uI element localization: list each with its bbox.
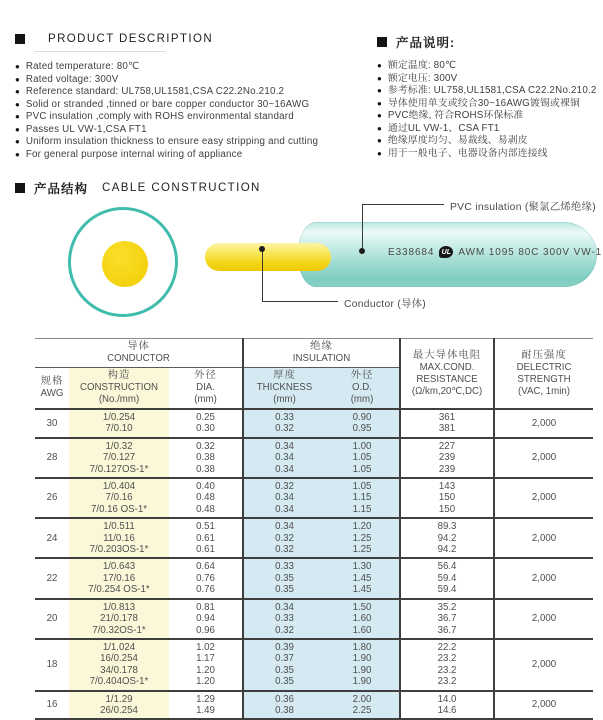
bullet-dot-icon: ● [15, 62, 20, 71]
cell-construction-value: 1/0.254 [102, 412, 136, 423]
cell-thickness [243, 478, 325, 518]
cell-dia [169, 518, 243, 558]
cell-thickness [243, 691, 325, 720]
cell-construction-value: 7/0.10 [105, 423, 133, 435]
cell-awg-value: 26 [46, 492, 58, 504]
cell-resistance [400, 409, 494, 438]
bullet-item [377, 73, 603, 86]
cell-resistance-value: 150 [438, 503, 456, 515]
cell-resistance [400, 518, 494, 558]
bullet-dot-icon: ● [377, 123, 382, 133]
cell-dia-value: 0.76 [196, 584, 215, 596]
cell-od-value: 1.60 [352, 624, 372, 636]
cell-construction-value: 7/0.203OS-1* [89, 544, 149, 556]
cell-construction-value: 7/0.32OS-1* [92, 624, 146, 636]
cell-construction-value: 1/1.29 [105, 693, 133, 705]
column-header-construction: 构造 CONSTRUCTION (No./mm) [69, 368, 169, 410]
cell-thickness-value: 0.35 [275, 676, 294, 688]
cell-od [325, 478, 400, 518]
bullet-text: 参考标准: UL758,UL1581,CSA C22.2No.210.2 [387, 85, 597, 96]
cell-strength-value: 2,000 [531, 699, 557, 711]
conductor-label: Conductor (导体) [344, 299, 427, 310]
group-header-conductor: 导体 CONDUCTOR [35, 339, 243, 368]
cell-od-value: 1.25 [352, 532, 372, 544]
product-description-cn-list [377, 60, 603, 160]
cell-thickness-value: 0.36 [275, 693, 294, 705]
cell-od-value: 1.05 [352, 463, 372, 475]
cell-od-value: 0.95 [352, 423, 372, 435]
conductor-leader-line-horizontal [262, 301, 338, 302]
cell-strength [494, 599, 593, 639]
bullet-item [377, 110, 603, 123]
cell-construction-value: 16/0.254 [100, 653, 138, 665]
cell-construction [69, 691, 169, 720]
cable-cross-section [68, 207, 178, 317]
cell-awg [35, 478, 69, 518]
table-row [35, 599, 593, 639]
cell-thickness-value: 0.32 [275, 624, 294, 636]
cell-resistance-value: 14.0 [437, 693, 457, 705]
bullet-item [377, 85, 603, 98]
cell-dia-value: 0.61 [196, 532, 215, 544]
cell-resistance-value: 23.2 [437, 664, 457, 676]
cable-diagram [0, 196, 603, 336]
bullet-text: 额定温度: 80℃ [387, 60, 457, 71]
cell-dia-value: 0.30 [196, 423, 215, 435]
cell-dia-value: 1.20 [196, 676, 215, 688]
product-description-cn-section [377, 33, 603, 160]
cell-thickness-value: 0.38 [275, 704, 294, 716]
cell-dia-value: 0.94 [196, 613, 215, 625]
bullet-text: Rated voltage: 300V [25, 73, 119, 85]
cell-resistance-value: 36.7 [437, 624, 457, 636]
ul-logo-icon: UL [439, 246, 453, 258]
cell-construction-value: 1/0.813 [102, 601, 136, 613]
cell-construction-value: 11/0.16 [103, 532, 135, 544]
spec-table [35, 338, 593, 720]
cell-resistance-value: 35.2 [437, 601, 457, 613]
bullet-text: For general purpose internal wiring of appliance [25, 148, 243, 160]
cell-construction [69, 409, 169, 438]
cell-od-value: 1.60 [352, 613, 372, 625]
cell-od [325, 518, 400, 558]
square-bullet-icon [15, 34, 25, 44]
table-row [35, 438, 593, 478]
cell-thickness-value: 0.32 [275, 423, 294, 435]
cell-strength [494, 409, 593, 438]
cell-dia-value: 1.29 [196, 693, 215, 705]
bullet-text: 绝缘厚度均匀、易裁线、易剥皮 [387, 135, 528, 146]
cell-resistance-value: 239 [438, 452, 456, 464]
cell-thickness-value: 0.34 [275, 521, 294, 533]
pvc-leader-line-horizontal [362, 204, 444, 205]
cell-strength [494, 691, 593, 720]
cell-resistance-value: 14.6 [437, 704, 457, 716]
cell-thickness [243, 639, 325, 691]
cell-thickness [243, 518, 325, 558]
column-header-dia: 外径 DIA. (mm) [169, 368, 243, 410]
cell-awg-value: 16 [46, 699, 58, 711]
bullet-text: Reference standard: UL758,UL1581,CSA C22.2No.210.2 [25, 86, 285, 97]
bullet-dot-icon: ● [377, 111, 382, 120]
bullet-item [15, 149, 373, 162]
table-row [35, 478, 593, 518]
cell-od [325, 558, 400, 598]
cell-strength-value: 2,000 [531, 613, 557, 625]
cell-dia-value: 1.20 [196, 664, 215, 676]
bullet-text: PVC绝缘, 符合ROHS环保标准 [387, 110, 524, 121]
cable-construction-title-en: CABLE CONSTRUCTION [102, 182, 261, 194]
group-header-insulation: 绝缘 INSULATION [243, 339, 400, 368]
cell-thickness-value: 0.33 [275, 412, 294, 423]
cell-resistance-value: 94.2 [437, 532, 457, 544]
cell-resistance [400, 478, 494, 518]
spec-table-body [35, 409, 593, 719]
cell-od-value: 1.00 [352, 440, 372, 452]
table-group-header-row [35, 339, 593, 368]
cell-od-value: 1.05 [352, 452, 372, 464]
cell-strength-value: 2,000 [531, 492, 557, 504]
bullet-item [15, 111, 373, 124]
cable-construction-title [15, 179, 261, 197]
bullet-item [377, 148, 603, 161]
cell-od-value: 1.50 [352, 601, 372, 613]
cell-construction-value: 7/0.16 OS-1* [90, 503, 147, 515]
conductor-cross-section [102, 241, 148, 287]
cell-od-value: 1.05 [352, 481, 372, 493]
cell-dia-value: 1.17 [196, 653, 215, 665]
cell-thickness-value: 0.39 [275, 641, 294, 653]
cell-od-value: 1.45 [352, 584, 372, 596]
cell-thickness [243, 599, 325, 639]
bullet-item [15, 74, 373, 87]
cell-od-value: 1.25 [352, 544, 372, 556]
square-bullet-icon [15, 183, 25, 193]
title-underline [34, 51, 166, 52]
cell-dia [169, 691, 243, 720]
column-header-thickness: 厚度 THICKNESS (mm) [243, 368, 325, 410]
cell-resistance-value: 381 [438, 423, 456, 435]
cell-od [325, 639, 400, 691]
cell-resistance-value: 89.3 [437, 521, 457, 533]
bullet-text: 用于一般电子、电器设备内部连接线 [387, 147, 548, 159]
cell-resistance-value: 23.2 [437, 653, 457, 665]
bullet-text: Uniform insulation thickness to ensure easy stripping and cutting [25, 136, 319, 147]
cell-strength [494, 438, 593, 478]
cell-strength-value: 2,000 [531, 452, 557, 464]
cell-resistance-value: 59.4 [437, 584, 457, 596]
bullet-text: PVC insulation ,comply with ROHS environmental standard [25, 111, 294, 122]
cell-thickness-value: 0.34 [275, 463, 294, 475]
cell-construction [69, 478, 169, 518]
bullet-item [15, 124, 373, 137]
cell-awg [35, 639, 69, 691]
bullet-text: 导体使用单支或绞合30~16AWG镀锡或裸铜 [387, 97, 580, 109]
cell-dia-value: 0.51 [196, 521, 215, 533]
cell-resistance [400, 691, 494, 720]
cell-thickness [243, 558, 325, 598]
cell-od-value: 1.20 [352, 521, 372, 533]
product-description-title [15, 33, 373, 45]
cell-strength-value: 2,000 [531, 572, 557, 584]
bullet-dot-icon: ● [15, 87, 20, 96]
cell-awg-value: 24 [46, 532, 58, 544]
column-header-od: 外径 O.D. (mm) [325, 368, 400, 410]
cable-print-text [388, 246, 602, 258]
cell-strength-value: 2,000 [531, 659, 557, 671]
bullet-text: Rated temperature: 80℃ [25, 61, 140, 72]
cell-construction [69, 558, 169, 598]
cell-od-value: 0.90 [352, 412, 372, 423]
bullet-dot-icon: ● [15, 137, 20, 146]
cell-thickness-value: 0.35 [275, 584, 294, 596]
cell-dia [169, 639, 243, 691]
cell-dia-value: 0.25 [196, 412, 215, 423]
bullet-dot-icon: ● [377, 61, 382, 70]
cell-thickness-value: 0.34 [275, 601, 294, 613]
table-row [35, 518, 593, 558]
bullet-dot-icon: ● [377, 73, 382, 83]
cell-od-value: 1.15 [352, 492, 372, 504]
cell-strength [494, 518, 593, 558]
column-header-resistance: 最大导体电阻 MAX.COND. RESISTANCE (Ω/km,20℃,DC) [400, 339, 494, 410]
cell-thickness-value: 0.33 [275, 561, 294, 573]
cell-od-value: 1.80 [352, 641, 372, 653]
cell-dia-value: 0.48 [196, 492, 215, 504]
cell-thickness [243, 409, 325, 438]
table-row [35, 409, 593, 438]
cell-construction [69, 518, 169, 558]
cell-thickness-value: 0.32 [275, 532, 294, 544]
cell-awg-value: 18 [46, 659, 58, 671]
bullet-item [15, 86, 373, 99]
pvc-leader-line-vertical [362, 204, 363, 250]
cell-dia [169, 438, 243, 478]
cell-awg [35, 558, 69, 598]
product-description-cn-title-text: 产品说明: [396, 36, 456, 50]
pvc-insulation-label: PVC insulation (聚氯乙烯绝缘) [450, 202, 596, 213]
cell-awg-value: 22 [46, 572, 58, 584]
cell-awg [35, 438, 69, 478]
bullet-item [15, 136, 373, 149]
cell-dia [169, 558, 243, 598]
cell-od [325, 691, 400, 720]
cell-resistance-value: 150 [438, 492, 456, 504]
cell-od-value: 2.25 [352, 704, 372, 716]
bullet-item [15, 99, 373, 112]
bullet-dot-icon: ● [15, 124, 20, 134]
bullet-item [377, 135, 603, 148]
cell-dia-value: 0.32 [196, 440, 215, 452]
cell-resistance-value: 22.2 [437, 641, 457, 653]
cell-strength-value: 2,000 [531, 532, 557, 544]
square-bullet-icon [377, 37, 387, 47]
cell-od-value: 1.90 [352, 676, 372, 688]
cell-resistance-value: 94.2 [437, 544, 457, 556]
cell-awg [35, 599, 69, 639]
product-description-cn-title [377, 33, 603, 51]
cell-resistance-value: 36.7 [437, 613, 457, 625]
cell-od-value: 1.15 [352, 503, 372, 515]
cell-awg-value: 28 [46, 452, 58, 464]
cell-construction-value: 1/0.511 [103, 521, 135, 533]
conductor-rod [205, 243, 331, 271]
cell-strength [494, 558, 593, 598]
bullet-text: Passes UL VW-1,CSA FT1 [25, 123, 147, 135]
bullet-dot-icon: ● [15, 74, 20, 84]
cell-od [325, 409, 400, 438]
cell-construction-value: 34/0.178 [100, 664, 138, 676]
table-row [35, 691, 593, 720]
bullet-dot-icon: ● [15, 112, 20, 121]
cell-od [325, 599, 400, 639]
cell-resistance [400, 599, 494, 639]
cell-resistance-value: 23.2 [437, 676, 457, 688]
cell-construction-value: 1/0.32 [105, 440, 133, 452]
bullet-item [15, 61, 373, 74]
column-header-strength: 耐压强度 DELECTRIC STRENGTH (VAC, 1min) [494, 339, 593, 410]
product-description-section [15, 33, 373, 161]
cell-resistance-value: 227 [438, 440, 456, 452]
cell-construction-value: 7/0.127OS-1* [89, 463, 149, 475]
cell-thickness-value: 0.37 [275, 653, 294, 665]
column-header-awg: 规格 AWG [35, 368, 69, 410]
cell-thickness-value: 0.33 [275, 613, 294, 625]
bullet-dot-icon: ● [377, 86, 382, 95]
cell-dia-value: 0.76 [196, 572, 215, 584]
cell-awg [35, 409, 69, 438]
cell-dia-value: 1.49 [196, 704, 215, 716]
table-row [35, 558, 593, 598]
cell-dia [169, 478, 243, 518]
cell-dia [169, 599, 243, 639]
cell-construction-value: 17/0.16 [102, 572, 136, 584]
bullet-text: 通过UL VW-1、CSA FT1 [387, 122, 500, 134]
table-row [35, 639, 593, 691]
cell-construction-value: 7/0.127 [102, 452, 136, 464]
cell-awg [35, 691, 69, 720]
cell-resistance-value: 361 [438, 412, 456, 423]
cell-construction-value: 1/1.024 [102, 641, 136, 653]
cell-thickness-value: 0.32 [275, 544, 294, 556]
cell-construction-value: 7/0.16 [105, 492, 133, 504]
cell-resistance-value: 239 [438, 463, 456, 475]
bullet-text: 额定电压: 300V [387, 72, 458, 84]
pvc-leader-dot [359, 248, 365, 254]
cell-construction-value: 1/0.643 [102, 561, 136, 573]
cell-construction-value: 21/0.178 [100, 613, 138, 625]
cell-construction-value: 1/0.404 [102, 481, 136, 493]
cell-construction [69, 639, 169, 691]
bullet-dot-icon: ● [377, 136, 382, 145]
bullet-dot-icon: ● [15, 99, 20, 109]
cell-thickness-value: 0.34 [275, 492, 294, 504]
cell-dia-value: 0.40 [196, 481, 215, 493]
cable-spec-text: AWM 1095 80C 300V VW-1 [458, 246, 603, 258]
cell-resistance-value: 143 [438, 481, 456, 493]
cell-od-value: 2.00 [352, 693, 372, 705]
cell-dia-value: 0.81 [196, 601, 215, 613]
cell-awg [35, 518, 69, 558]
cell-dia-value: 0.96 [196, 624, 215, 636]
cell-awg-value: 30 [46, 417, 58, 429]
bullet-dot-icon: ● [377, 148, 382, 158]
cell-strength [494, 639, 593, 691]
cell-od-value: 1.90 [352, 653, 372, 665]
bullet-text: Solid or stranded ,tinned or bare copper conductor 30~16AWG [25, 98, 310, 110]
cell-thickness-value: 0.34 [275, 452, 294, 464]
cell-dia-value: 1.02 [196, 641, 215, 653]
bullet-item [377, 60, 603, 73]
product-description-title-text: PRODUCT DESCRIPTION [48, 33, 214, 45]
cell-construction-value: 26/0.254 [100, 704, 138, 716]
bullet-item [377, 123, 603, 136]
bullet-dot-icon: ● [377, 98, 382, 108]
bullet-item [377, 98, 603, 111]
cert-number: E338684 [388, 246, 435, 258]
cell-construction-value: 7/0.254 OS-1* [88, 584, 150, 596]
conductor-leader-dot [259, 246, 265, 252]
bullet-dot-icon: ● [15, 149, 20, 159]
cell-construction [69, 438, 169, 478]
cell-strength [494, 478, 593, 518]
cell-thickness-value: 0.34 [275, 440, 294, 452]
cell-resistance-value: 59.4 [437, 572, 457, 584]
cable-construction-title-cn: 产品结构 [34, 182, 89, 196]
cell-dia-value: 0.38 [196, 452, 215, 464]
cell-resistance [400, 639, 494, 691]
conductor-leader-line-vertical [262, 249, 263, 302]
cell-od-value: 1.30 [352, 561, 372, 573]
spec-table-section [35, 338, 595, 720]
cell-od [325, 438, 400, 478]
cell-dia-value: 0.38 [196, 463, 215, 475]
product-description-list [15, 61, 373, 161]
cell-resistance [400, 438, 494, 478]
cell-thickness-value: 0.35 [275, 664, 294, 676]
cell-dia-value: 0.48 [196, 503, 215, 515]
cell-thickness-value: 0.34 [275, 503, 294, 515]
cell-od-value: 1.45 [352, 572, 372, 584]
cell-thickness-value: 0.35 [275, 572, 294, 584]
cell-thickness [243, 438, 325, 478]
cell-dia-value: 0.64 [196, 561, 215, 573]
cell-dia [169, 409, 243, 438]
cell-construction [69, 599, 169, 639]
cell-construction-value: 7/0.404OS-1* [89, 676, 149, 688]
cell-resistance-value: 56.4 [437, 561, 457, 573]
cell-strength-value: 2,000 [531, 417, 557, 429]
cell-awg-value: 20 [46, 613, 58, 625]
cell-resistance [400, 558, 494, 598]
cell-thickness-value: 0.32 [275, 481, 294, 493]
cell-od-value: 1.90 [352, 664, 372, 676]
cell-dia-value: 0.61 [196, 544, 215, 556]
